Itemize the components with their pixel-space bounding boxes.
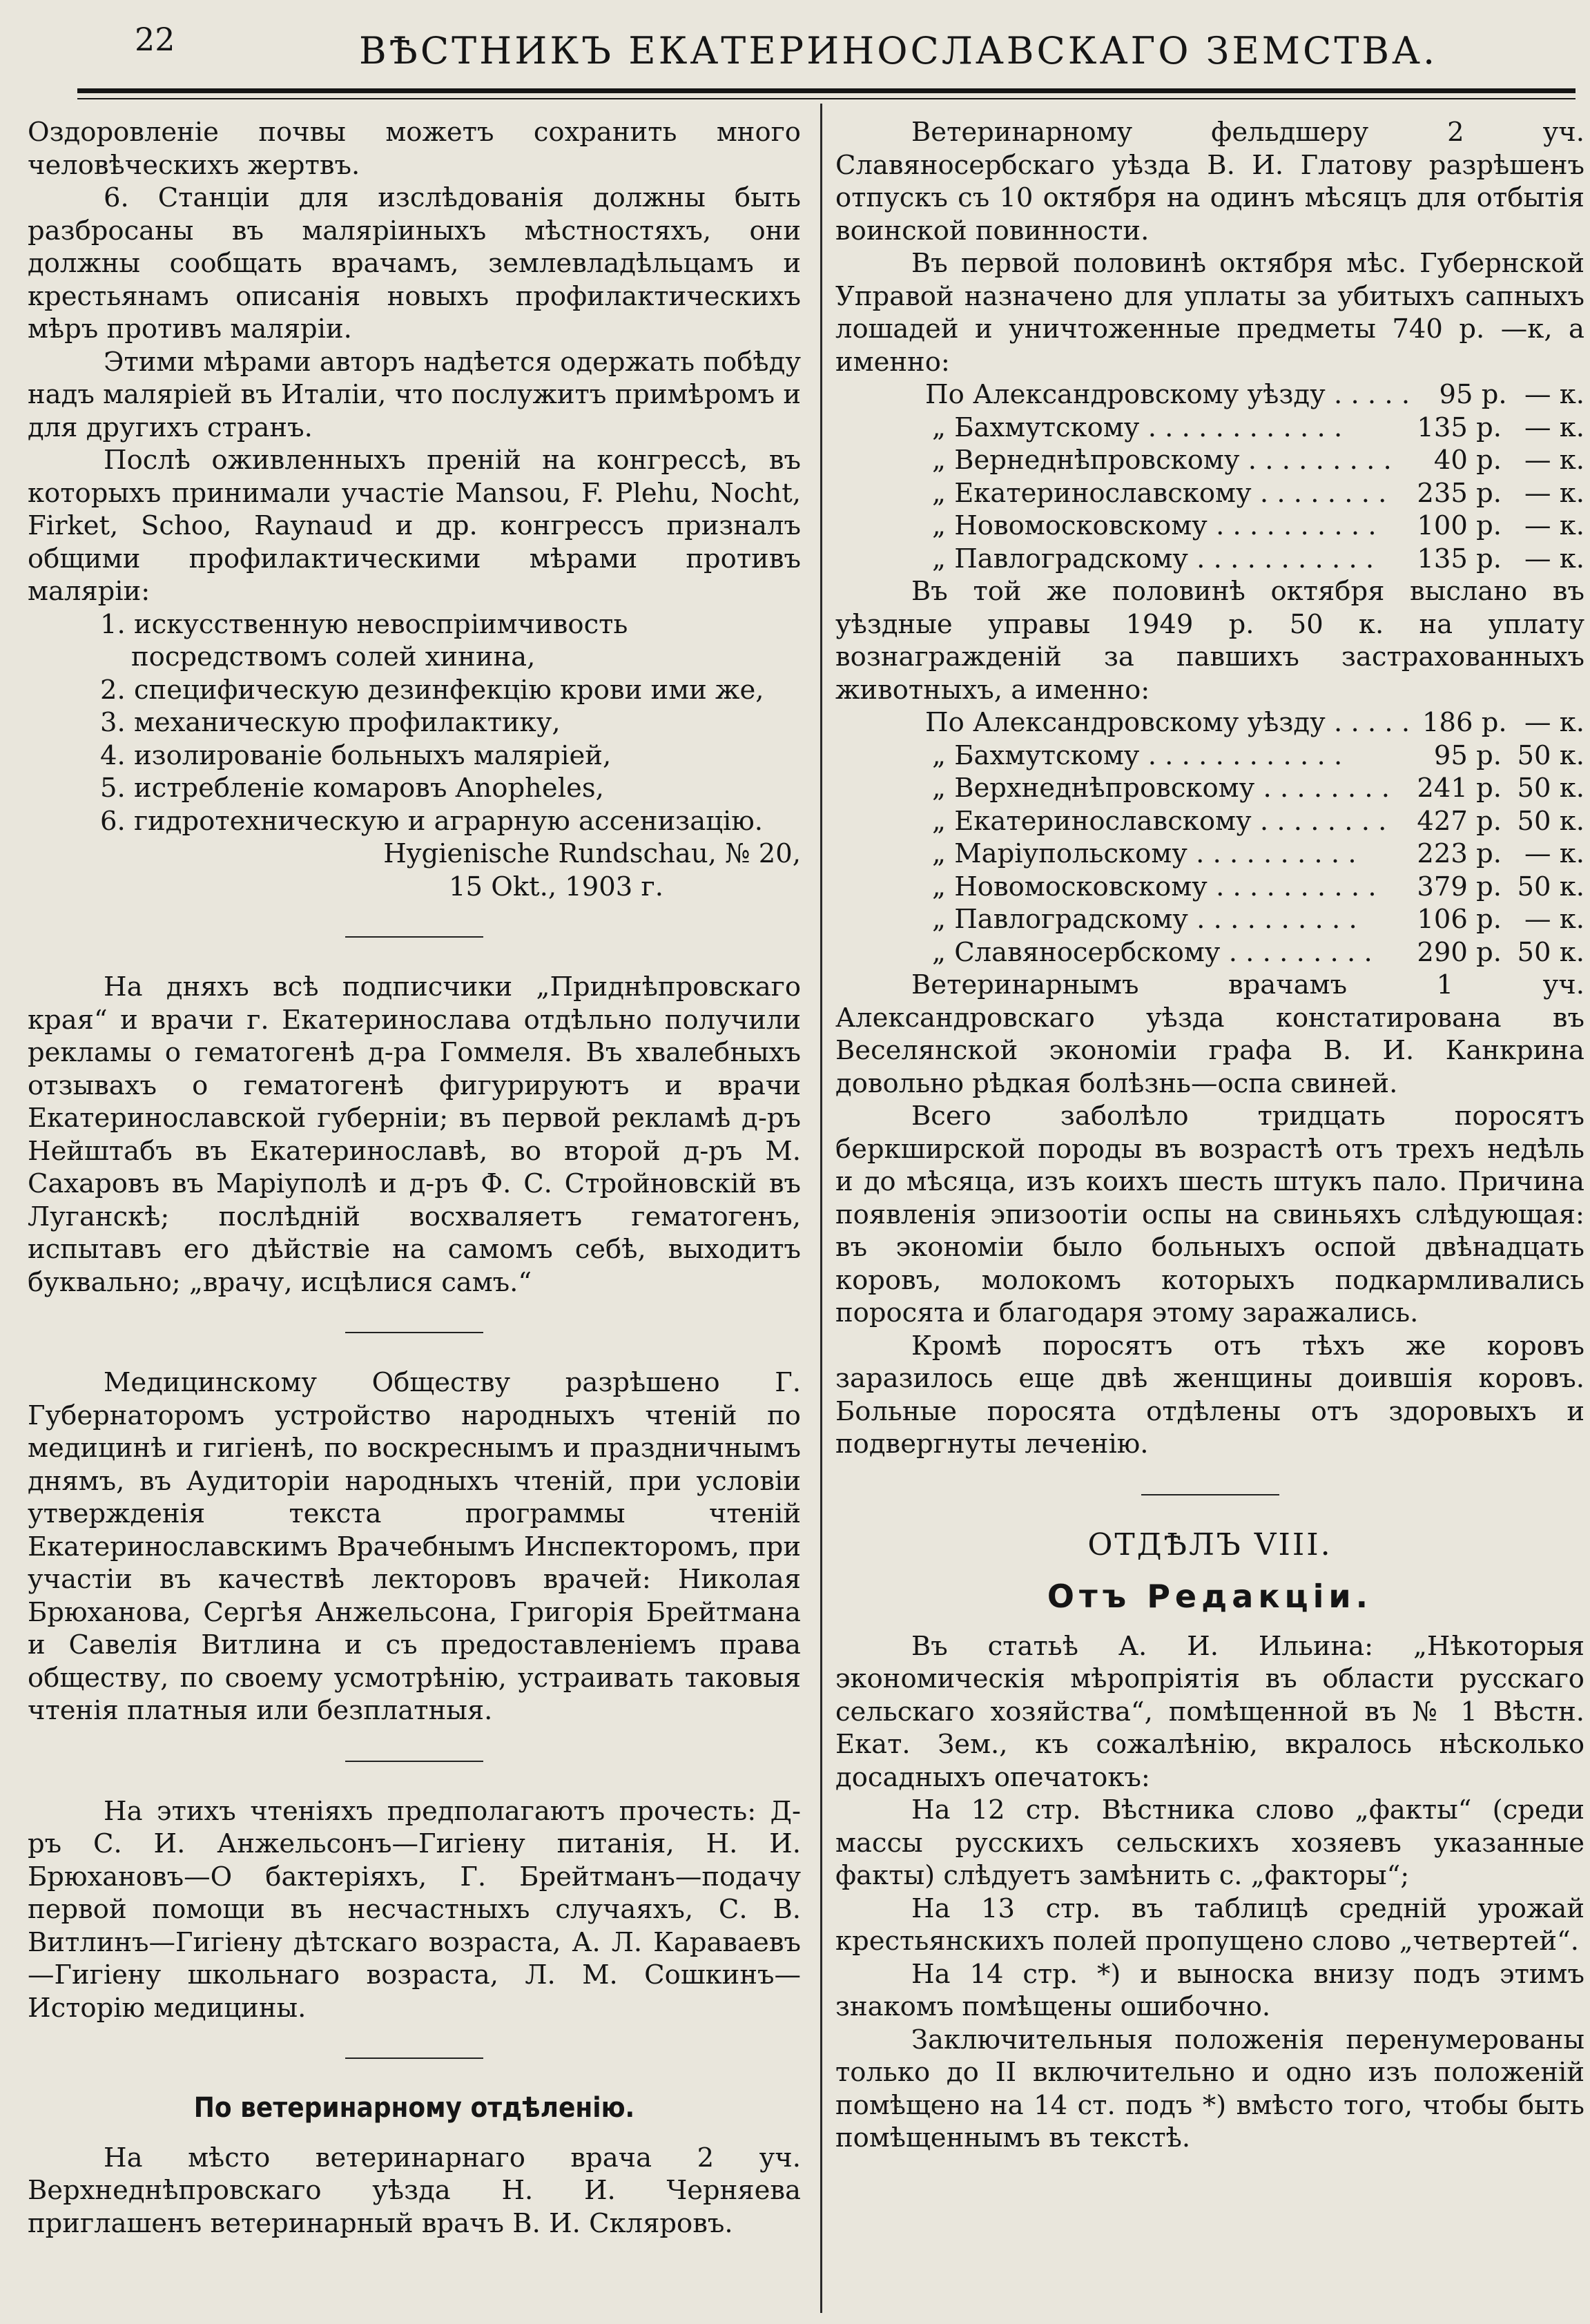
table-row: „ Славяносербскому . . . . . . . . . 290 р. 50 к. <box>932 936 1584 968</box>
malaria-measure-item: 2. специфическую дезинфекцію крови ими же, <box>100 674 764 706</box>
right-paragraph: Въ той же половинѣ октября выслано въ уѣздные управы 1949 р. 50 к. на уплату вознагражденій за павшихъ застрахованныхъ животныхъ, а именно: <box>835 576 1584 706</box>
right-paragraph: Всего заболѣло тридцать поросятъ беркширской породы въ возрастѣ отъ трехъ недѣль и до мѣсяца, изъ коихъ шесть штукъ пало. Причина появленія эпизоотіи оспы на свиньяхъ слѣдующая: въ экономіи было больныхъ оспой двѣнадцать коровъ, молокомъ которыхъ подкармливались поросята и благодаря этому заражались. <box>835 1101 1584 1328</box>
left-column <box>28 116 801 2240</box>
section-divider <box>1141 1494 1279 1495</box>
section-divider <box>345 2057 483 2059</box>
table-row: „ Новомосковскому . . . . . . . . . . 100 р. — к. <box>932 510 1584 541</box>
column-divider <box>820 104 822 2313</box>
table-row: „ Верхнеднѣпровскому . . . . . . . . 241 р. 50 к. <box>932 773 1584 804</box>
malaria-measure-item: 3. механическую профилактику, <box>100 707 561 738</box>
table-row: „ Павлоградскому . . . . . . . . . . . 135 р. — к. <box>932 543 1584 574</box>
table-row: По Александровскому уѣзду . . . . . 95 р. — к. <box>925 379 1584 410</box>
right-paragraph: Ветеринарному фельдшеру 2 уч. Славяносербскаго уѣзда В. И. Глатову разрѣшенъ отпускъ съ 10 октября на одинъ мѣсяцъ для отбытія воинской повинности. <box>835 117 1584 246</box>
section-subtitle: Отъ Редакціи. <box>1047 1578 1373 1615</box>
section-divider <box>345 1332 483 1333</box>
header-rule-thin <box>77 98 1576 99</box>
right-paragraph: Кромѣ поросятъ отъ тѣхъ же коровъ заразилось еще двѣ женщины доившія коровъ. Больные поросята отдѣлены отъ здоровыхъ и подвергнуты леченію. <box>835 1330 1584 1460</box>
left-paragraph: На дняхъ всѣ подписчики „Приднѣпровскаго края“ и врачи г. Екатеринослава отдѣльно получили рекламы о гематогенѣ д-ра Гоммеля. Въ хвалебныхъ отзывахъ о гематогенѣ фигурируютъ и врачи Екатеринославской губерніи; въ первой рекламѣ д-ръ Нейштабъ въ Екатеринославѣ, во второй д-ръ М. Сахаровъ въ Маріуполѣ и д-ръ Ф. С. Стройновскій въ Луганскѣ; послѣдній восхваляетъ гематогенъ, испытавъ его дѣйствіе на самомъ себѣ, выходитъ буквально; „врачу, исцѣлися самъ.“ <box>28 971 801 1298</box>
section-title: ОТДѢЛЪ VIII. <box>1087 1527 1332 1562</box>
left-paragraph: На этихъ чтеніяхъ предполагаютъ прочесть: Д-ръ С. И. Анжельсонъ—Гигіену питанія, Н. И. Брюхановъ—О бактеріяхъ, Г. Брейтманъ—подачу первой помощи въ несчастныхъ случаяхъ, С. В. Витлинъ—Гигіену дѣтскаго возраста, А. Л. Караваевъ—Гигіену школьнаго возраста, Л. М. Сошкинъ—Исторію медицины. <box>28 1795 801 2024</box>
table-row: „ Бахмутскому . . . . . . . . . . . . 95 р. 50 к. <box>932 739 1584 771</box>
vet-department-heading: По ветеринарному отдѣленію. <box>193 2092 635 2124</box>
right-paragraph: На 14 стр. *) и выноска внизу подъ этимъ знакомъ помѣщены ошибочно. <box>835 1958 1584 2022</box>
payment-table-insurance <box>835 706 1584 969</box>
table-row: „ Вернеднѣпровскому . . . . . . . . . 40 р. — к. <box>932 445 1584 476</box>
left-paragraph: Медицинскому Обществу разрѣшено Г. Губернаторомъ устройство народныхъ чтеній по медицинѣ и гигіенѣ, по воскреснымъ и праздничнымъ днямъ, въ Аудиторіи народныхъ чтеній, при условіи утвержденія текста программы чтеній Екатеринославскимъ Врачебнымъ Инспекторомъ, при участіи въ качествѣ лекторовъ врачей: Николая Брюханова, Сергѣя Анжельсона, Григорія Брейтмана и Савелія Витлина и съ предоставленіемъ права обществу, по своему усмотрѣнію, устраивать таковыя чтенія платныя или безплатныя. <box>28 1367 801 1726</box>
right-paragraph: Заключительныя положенія перенумерованы только до II включительно и одно изъ положеній помѣщено на 14 ст. подъ *) вмѣсто того, чтобы быть помѣщеннымъ въ текстѣ. <box>835 2024 1584 2153</box>
malaria-measure-item: 1. искусственную невоспріимчивость посредствомъ солей хинина, <box>100 608 628 672</box>
table-row: „ Екатеринославскому . . . . . . . . 427 р. 50 к. <box>932 805 1584 837</box>
journal-title: ВѢСТНИКЪ ЕКАТЕРИНОСЛАВСКАГО ЗЕМСТВА. <box>359 29 1438 72</box>
left-paragraph: Этими мѣрами авторъ надѣется одержать побѣду надъ маляріей въ Италіи, что послужитъ примѣромъ и для другихъ странъ. <box>28 346 801 443</box>
source-date: 15 Okt., 1903 г. <box>449 871 663 902</box>
table-row: „ Новомосковскому . . . . . . . . . . 379 р. 50 к. <box>932 871 1584 902</box>
section-divider <box>345 1761 483 1762</box>
right-paragraph: Въ статьѣ А. И. Ильина: „Нѣкоторыя экономическія мѣропріятія въ области русскаго сельскаго хозяйства“, помѣщенной въ № 1 Вѣстн. Екат. Зем., къ сожалѣнію, вкралось нѣсколько досадныхъ опечатокъ: <box>835 1630 1584 1793</box>
table-row: „ Бахмутскому . . . . . . . . . . . . 135 р. — к. <box>932 411 1584 443</box>
table-row: „ Павлоградскому . . . . . . . . . . 106 р. — к. <box>932 904 1584 935</box>
left-paragraph: На мѣсто ветеринарнаго врача 2 уч. Верхнеднѣпровскаго уѣзда Н. И. Черняева приглашенъ ветеринарный врачъ В. И. Скляровъ. <box>28 2142 801 2239</box>
right-paragraph: На 13 стр. въ таблицѣ средній урожай крестьянскихъ полей пропущено слово „четвертей“. <box>835 1892 1584 1957</box>
right-paragraph: Ветеринарнымъ врачамъ 1 уч. Александровскаго уѣзда констатирована въ Веселянской экономіи графа В. И. Канкрина довольно рѣдкая болѣзнь—оспа свиней. <box>835 969 1584 1099</box>
right-column <box>835 116 1584 2155</box>
left-paragraph: 6. Станціи для изслѣдованія должны быть разбросаны въ маляріиныхъ мѣстностяхъ, они должны сообщать врачамъ, землевладѣльцамъ и крестьянамъ описанія новыхъ профилактическихъ мѣръ противъ маляріи. <box>28 182 801 345</box>
left-paragraph: Оздоровленіе почвы можетъ сохранить много человѣческихъ жертвъ. <box>28 117 801 181</box>
header-rule-thick <box>77 88 1576 93</box>
section-divider <box>345 936 483 938</box>
malaria-measure-item: 6. гидротехническую и аграрную ассенизацію. <box>100 805 764 837</box>
left-paragraph: Послѣ оживленныхъ преній на конгрессѣ, въ которыхъ принимали участіе Mansou, F. Plehu, Nocht, Firket, Schoo, Raynaud и др. конгрессъ призналъ общими профилактическими мѣрами противъ маляріи: <box>28 445 801 607</box>
right-paragraph: На 12 стр. Вѣстника слово „факты“ (среди массы русскихъ сельскихъ хозяевъ указанные факты) слѣдуетъ замѣнить с. „факторы“; <box>835 1794 1584 1891</box>
right-paragraph: Въ первой половинѣ октября мѣс. Губернской Управой назначено для уплаты за убитыхъ сапныхъ лошадей и уничтоженные предметы 740 р. —к, а именно: <box>835 248 1584 378</box>
table-row: „ Екатеринославскому . . . . . . . . 235 р. — к. <box>932 477 1584 509</box>
malaria-measure-item: 5. истребленіе комаровъ Anopheles, <box>100 773 604 804</box>
table-row: По Александровскому уѣзду . . . . . 186 р. — к. <box>925 707 1584 738</box>
source-citation: Hygienische Rundschau, № 20, <box>383 838 801 869</box>
payment-table-sap <box>835 378 1584 575</box>
page-number: 22 <box>135 21 175 58</box>
malaria-measure-item: 4. изолированіе больныхъ маляріей, <box>100 739 612 771</box>
table-row: „ Маріупольскому . . . . . . . . . . 223 р. — к. <box>932 838 1584 869</box>
